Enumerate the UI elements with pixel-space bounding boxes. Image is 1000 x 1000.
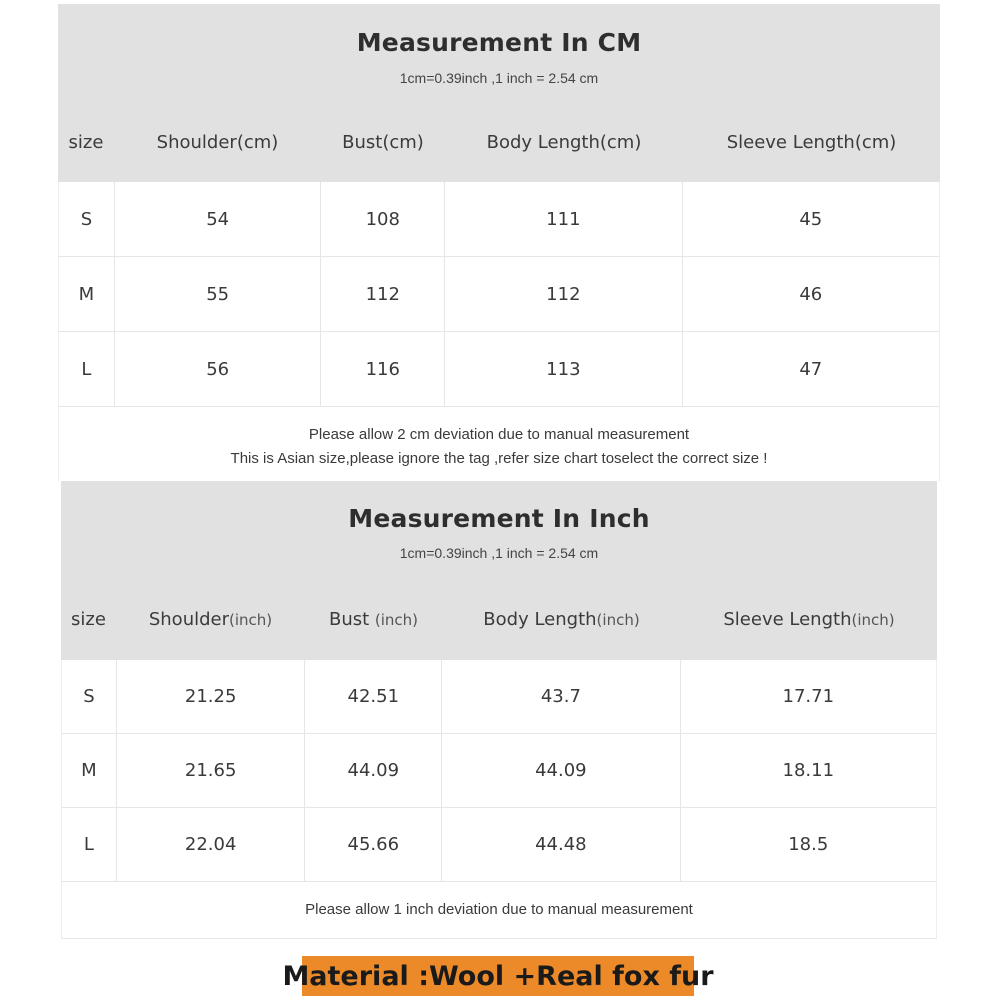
column-header-sleeve-length: Sleeve Length(cm): [726, 132, 897, 153]
asian-size-note-line: This is Asian size,please ignore the tag ,refer size chart toselect the correct size !: [230, 450, 768, 467]
cm-deviation-note: [58, 407, 940, 481]
bust-cell: 116: [321, 332, 445, 406]
column-header-unit: (inch): [374, 611, 419, 629]
inch-deviation-note: Please allow 1 inch deviation due to manual measurement: [61, 882, 937, 939]
body-length-cell: 111: [445, 182, 682, 256]
shoulder-cell: 21.65: [117, 734, 306, 807]
size-cell: L: [59, 332, 115, 406]
cm-table-header: [58, 4, 940, 182]
table-row: [59, 182, 939, 257]
shoulder-cell: 55: [115, 257, 322, 331]
column-header-label: size: [71, 609, 106, 630]
size-cell: L: [62, 808, 117, 881]
table-row: [59, 257, 939, 332]
size-cell: M: [62, 734, 117, 807]
inch-table-header: [61, 481, 937, 660]
size-cell: M: [59, 257, 115, 331]
column-header-unit: (inch): [596, 611, 640, 629]
body-length-cell: 44.09: [442, 734, 680, 807]
cm-table-body: [58, 182, 940, 407]
column-header-unit: (inch): [229, 611, 273, 629]
sleeve-length-cell: 17.71: [782, 686, 835, 707]
column-header-label: Bust: [328, 609, 375, 630]
bust-cell: 112: [321, 257, 445, 331]
shoulder-cell: 21.25: [117, 660, 306, 733]
deviation-note-line: Please allow 2 cm deviation due to manual measurement: [308, 426, 690, 443]
column-header-label: Shoulder: [148, 609, 229, 630]
shoulder-cell: 56: [115, 332, 322, 406]
bust-cell: 44.09: [305, 734, 442, 807]
cm-column-headers: [58, 132, 940, 153]
column-header-size: [61, 609, 116, 630]
body-length-cell: 113: [445, 332, 682, 406]
size-cell: S: [62, 660, 117, 733]
cm-size-table: [58, 4, 940, 481]
column-header-label: Body Length: [483, 609, 597, 630]
body-length-cell: 43.7: [442, 660, 680, 733]
table-row: [62, 734, 936, 808]
table-row: [59, 332, 939, 407]
bust-cell: 108: [321, 182, 445, 256]
table-row: [62, 660, 936, 734]
size-cell: S: [59, 182, 115, 256]
bust-cell: 42.51: [305, 660, 442, 733]
column-header-unit: (inch): [851, 611, 895, 629]
column-header-sleeve-length: [681, 609, 937, 630]
material-banner: Material :Wool +Real fox fur: [302, 956, 694, 996]
inch-column-headers: [61, 609, 937, 630]
column-header-shoulder: [116, 609, 305, 630]
column-header-shoulder: Shoulder(cm): [156, 132, 279, 153]
column-header-bust: [305, 609, 442, 630]
sleeve-length-cell: 46: [799, 283, 823, 305]
inch-size-table: [61, 481, 937, 939]
inch-table-title: Measurement In Inch: [348, 504, 650, 533]
sleeve-length-cell: 18.5: [788, 834, 829, 855]
inch-table-body: [61, 660, 937, 882]
cm-table-title: Measurement In CM: [356, 28, 642, 57]
column-header-body-length: Body Length(cm): [486, 132, 642, 153]
column-header-body-length: [442, 609, 681, 630]
column-header-bust: Bust(cm): [342, 132, 424, 153]
inch-conversion-note: 1cm=0.39inch ,1 inch = 2.54 cm: [399, 545, 599, 561]
sleeve-length-cell: 45: [799, 208, 823, 230]
sleeve-length-cell: 47: [799, 358, 823, 380]
bust-cell: 45.66: [305, 808, 442, 881]
column-header-label: Sleeve Length: [723, 609, 852, 630]
shoulder-cell: 54: [115, 182, 322, 256]
sleeve-length-cell: 18.11: [782, 760, 835, 781]
cm-conversion-note: 1cm=0.39inch ,1 inch = 2.54 cm: [399, 70, 599, 86]
table-row: [62, 808, 936, 882]
body-length-cell: 112: [445, 257, 682, 331]
shoulder-cell: 22.04: [117, 808, 306, 881]
body-length-cell: 44.48: [442, 808, 680, 881]
column-header-size: size: [68, 132, 104, 153]
